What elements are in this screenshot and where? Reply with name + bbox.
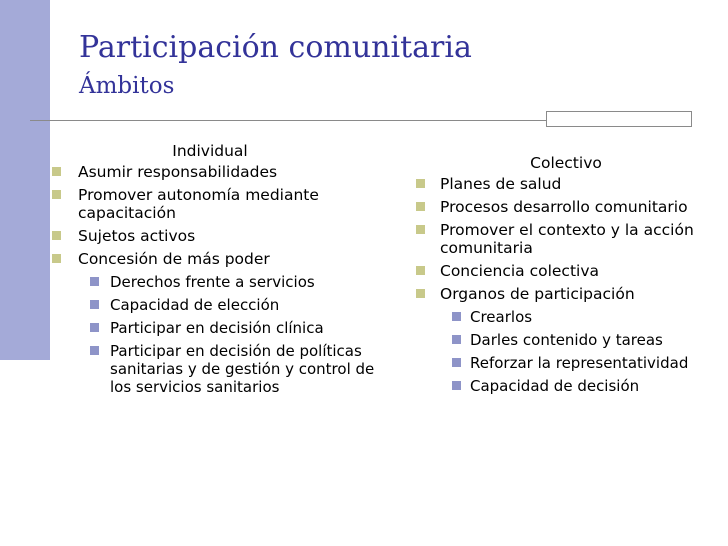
list-item-text: Promover el contexto y la acción comunitaria (440, 221, 694, 257)
square-bullet-icon (416, 179, 425, 188)
square-bullet-icon (452, 381, 461, 390)
list-item-text: Concesión de más poder (78, 250, 270, 268)
square-bullet-icon (416, 289, 425, 298)
colectivo-list (406, 175, 726, 395)
sub-list-item (406, 354, 726, 372)
square-bullet-icon (452, 358, 461, 367)
square-bullet-icon (52, 167, 61, 176)
list-item-text: Organos de participación (440, 285, 635, 303)
individual-column (40, 142, 380, 401)
sub-list-item (40, 296, 380, 314)
sub-list-item (40, 319, 380, 337)
sub-list-item (406, 331, 726, 349)
square-bullet-icon (452, 312, 461, 321)
slide-subtitle: Ámbitos (79, 73, 175, 99)
square-bullet-icon (90, 323, 99, 332)
sub-list-item-text: Capacidad de decisión (470, 377, 640, 395)
list-item (406, 198, 726, 216)
sub-list-item-text: Crearlos (470, 308, 533, 326)
list-item-text: Promover autonomía mediante capacitación (78, 186, 319, 222)
square-bullet-icon (416, 225, 425, 234)
list-item (40, 163, 380, 181)
square-bullet-icon (52, 231, 61, 240)
sub-list-item (40, 273, 380, 291)
square-bullet-icon (90, 277, 99, 286)
individual-list (40, 163, 380, 396)
list-item-text: Sujetos activos (78, 227, 196, 245)
sub-list-item-text: Participar en decisión clínica (110, 319, 324, 337)
list-item (406, 175, 726, 193)
title-divider-box (546, 111, 692, 127)
square-bullet-icon (452, 335, 461, 344)
sub-list-item (406, 377, 726, 395)
square-bullet-icon (416, 202, 425, 211)
square-bullet-icon (416, 266, 425, 275)
square-bullet-icon (90, 346, 99, 355)
sub-list-item-text: Participar en decisión de políticas sanitarias y de gestión y control de los servicios sanitarios (110, 342, 375, 396)
square-bullet-icon (52, 190, 61, 199)
square-bullet-icon (90, 300, 99, 309)
sub-list-item-text: Capacidad de elección (110, 296, 280, 314)
list-item (406, 221, 726, 257)
sub-list-item-text: Reforzar la representatividad (470, 354, 689, 372)
square-bullet-icon (52, 254, 61, 263)
individual-column-header: Individual (172, 142, 248, 160)
list-item (406, 262, 726, 280)
list-item-text: Conciencia colectiva (440, 262, 599, 280)
colectivo-column (406, 154, 726, 400)
sub-list-item-text: Derechos frente a servicios (110, 273, 315, 291)
slide-title: Participación comunitaria (79, 30, 472, 65)
list-item (40, 186, 380, 222)
list-item (406, 285, 726, 303)
list-item-text: Asumir responsabilidades (78, 163, 278, 181)
list-item (40, 227, 380, 245)
colectivo-column-header: Colectivo (530, 154, 602, 172)
list-item-text: Planes de salud (440, 175, 562, 193)
sub-list-item-text: Darles contenido y tareas (470, 331, 663, 349)
list-item (40, 250, 380, 268)
sub-list-item (40, 342, 380, 396)
sub-list-item (406, 308, 726, 326)
list-item-text: Procesos desarrollo comunitario (440, 198, 688, 216)
